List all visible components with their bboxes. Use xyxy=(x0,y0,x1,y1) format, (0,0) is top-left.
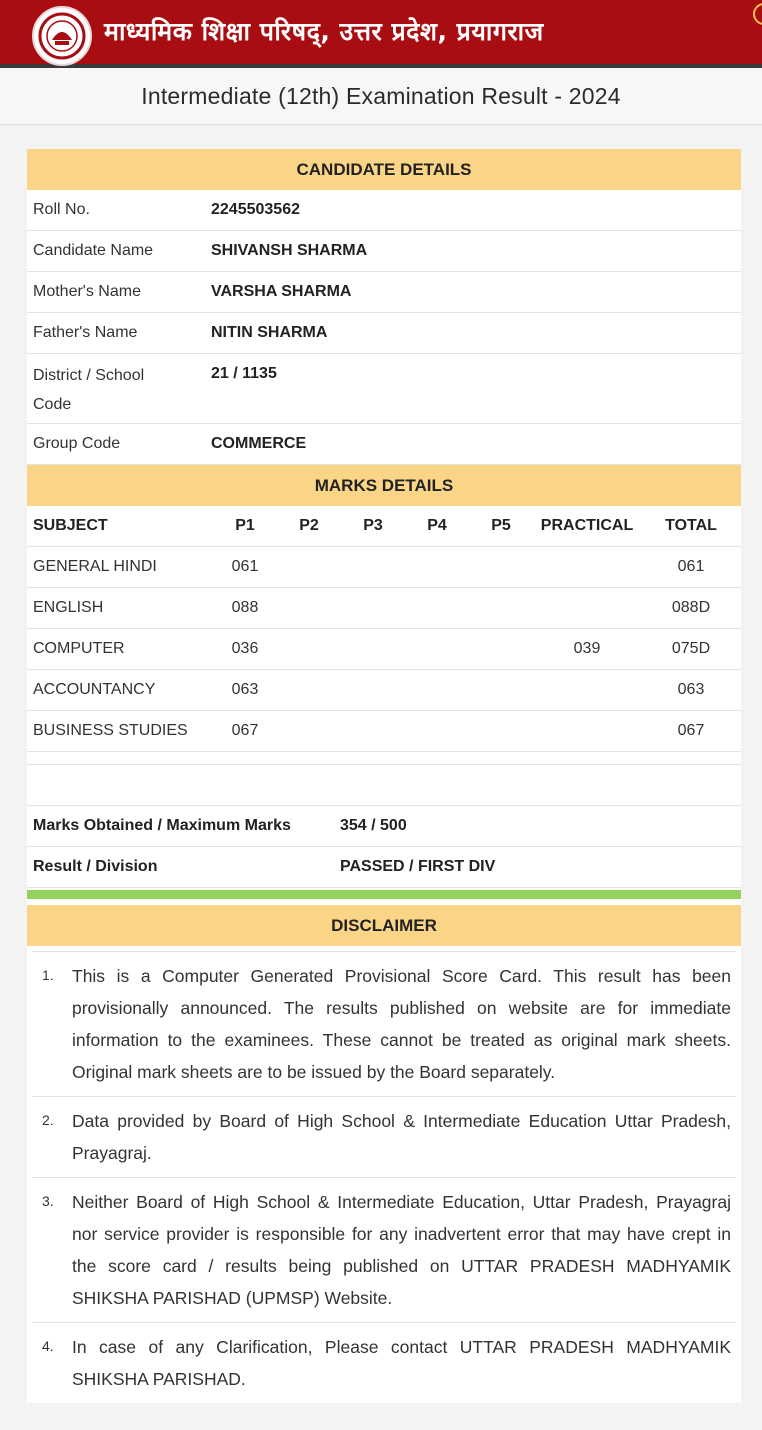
marks-cell xyxy=(469,629,533,670)
marks-header-row xyxy=(27,506,741,547)
page-title: Intermediate (12th) Examination Result - 2024 xyxy=(141,82,621,109)
upmsp-seal-icon[interactable] xyxy=(32,6,92,66)
detail-row-father-name xyxy=(27,313,741,354)
marks-cell: 088 xyxy=(213,588,277,629)
item-number: 1. xyxy=(42,967,54,983)
table-row xyxy=(27,588,741,629)
subject-cell: BUSINESS STUDIES xyxy=(27,711,213,752)
candidate-details-heading: CANDIDATE DETAILS xyxy=(27,149,741,190)
board-name: माध्यमिक शिक्षा परिषद्, उत्तर प्रदेश, प्रयागराज xyxy=(104,17,544,46)
marks-cell xyxy=(533,547,641,588)
list-item xyxy=(32,1177,736,1322)
marks-cell xyxy=(405,629,469,670)
item-text: In case of any Clarification, Please contact UTTAR PRADESH MADHYAMIK SHIKSHA PARISHAD. xyxy=(72,1337,731,1389)
marks-cell xyxy=(277,588,341,629)
subject-cell: ENGLISH xyxy=(27,588,213,629)
total-cell: 088D xyxy=(641,588,741,629)
marks-table xyxy=(27,506,741,752)
col-p2: P2 xyxy=(277,506,341,547)
detail-row-mother-name xyxy=(27,272,741,313)
disclaimer-list xyxy=(27,946,741,1403)
summary-label: Marks Obtained / Maximum Marks xyxy=(33,817,291,834)
detail-row-group-code xyxy=(27,424,741,465)
result-card xyxy=(27,149,741,1403)
total-cell: 063 xyxy=(641,670,741,711)
site-header xyxy=(0,0,762,68)
marks-cell xyxy=(277,629,341,670)
detail-label: Father's Name xyxy=(33,324,138,341)
col-practical: PRACTICAL xyxy=(533,506,641,547)
item-number: 4. xyxy=(42,1338,54,1354)
list-item xyxy=(32,1096,736,1177)
marks-cell xyxy=(533,711,641,752)
detail-row-roll xyxy=(27,190,741,231)
detail-label: Roll No. xyxy=(33,201,90,218)
marks-cell xyxy=(341,588,405,629)
list-item xyxy=(32,1322,736,1403)
marks-cell: 067 xyxy=(213,711,277,752)
total-cell: 061 xyxy=(641,547,741,588)
col-p4: P4 xyxy=(405,506,469,547)
detail-value: 2245503562 xyxy=(211,201,300,218)
table-row xyxy=(27,670,741,711)
item-text: This is a Computer Generated Provisional Score Card. This result has been provisionally announced. The results published on website are for immediate information to the examinees. These cannot be treated as original mark sheets. Original mark sheets are to be issued by the Board separately. xyxy=(72,966,731,1082)
marks-cell xyxy=(405,711,469,752)
col-subject: SUBJECT xyxy=(27,506,213,547)
detail-label: Candidate Name xyxy=(33,242,154,259)
col-p3: P3 xyxy=(341,506,405,547)
item-number: 3. xyxy=(42,1193,54,1209)
marks-cell xyxy=(405,588,469,629)
marks-details-heading: MARKS DETAILS xyxy=(27,465,741,506)
subject-cell: GENERAL HINDI xyxy=(27,547,213,588)
detail-row-school-code xyxy=(27,354,741,424)
marks-cell xyxy=(341,711,405,752)
marks-cell xyxy=(405,670,469,711)
marks-cell xyxy=(341,670,405,711)
marks-cell: 036 xyxy=(213,629,277,670)
result-row xyxy=(27,847,741,888)
total-cell: 075D xyxy=(641,629,741,670)
marks-cell xyxy=(341,547,405,588)
detail-value: 21 / 1135 xyxy=(211,365,277,382)
marks-cell xyxy=(533,670,641,711)
total-cell: 067 xyxy=(641,711,741,752)
item-text: Data provided by Board of High School & Intermediate Education Uttar Pradesh, Prayagraj. xyxy=(72,1111,731,1163)
disclaimer-heading: DISCLAIMER xyxy=(27,905,741,946)
table-row xyxy=(27,547,741,588)
marks-cell xyxy=(405,547,469,588)
marks-cell xyxy=(469,711,533,752)
result-label: Result / Division xyxy=(33,858,158,875)
detail-label: Mother's Name xyxy=(33,283,141,300)
blank-row xyxy=(27,765,741,806)
table-row xyxy=(27,629,741,670)
item-text: Neither Board of High School & Intermediate Education, Uttar Pradesh, Prayagraj nor service provider is responsible for any inadvertent error that may have crept in the score card / results being published on UTTAR PRADESH MADHYAMIK SHIKSHA PARISHAD (UPMSP) Website. xyxy=(72,1192,731,1308)
marks-cell xyxy=(277,711,341,752)
list-item xyxy=(32,951,736,1096)
result-title-bar xyxy=(0,68,762,125)
emblem-icon xyxy=(750,2,762,32)
col-p1: P1 xyxy=(213,506,277,547)
marks-cell: 061 xyxy=(213,547,277,588)
marks-cell: 039 xyxy=(533,629,641,670)
summary-value: 354 / 500 xyxy=(340,817,407,834)
detail-label: Group Code xyxy=(33,435,121,452)
col-p5: P5 xyxy=(469,506,533,547)
marks-cell xyxy=(469,588,533,629)
marks-cell xyxy=(533,588,641,629)
table-row xyxy=(27,711,741,752)
detail-value: VARSHA SHARMA xyxy=(211,283,352,300)
subject-cell: ACCOUNTANCY xyxy=(27,670,213,711)
detail-label: District / School Code xyxy=(33,367,145,413)
marks-cell xyxy=(341,629,405,670)
marks-summary-row xyxy=(27,806,741,847)
col-total: TOTAL xyxy=(641,506,741,547)
marks-cell xyxy=(469,670,533,711)
marks-cell xyxy=(469,547,533,588)
item-number: 2. xyxy=(42,1112,54,1128)
marks-cell: 063 xyxy=(213,670,277,711)
detail-row-candidate-name xyxy=(27,231,741,272)
marks-cell xyxy=(277,670,341,711)
detail-value: NITIN SHARMA xyxy=(211,324,328,341)
status-bar xyxy=(27,890,741,899)
subject-cell: COMPUTER xyxy=(27,629,213,670)
detail-value: COMMERCE xyxy=(211,435,307,452)
marks-cell xyxy=(277,547,341,588)
detail-value: SHIVANSH SHARMA xyxy=(211,242,368,259)
table-divider xyxy=(27,752,741,765)
result-value: PASSED / FIRST DIV xyxy=(340,858,496,875)
